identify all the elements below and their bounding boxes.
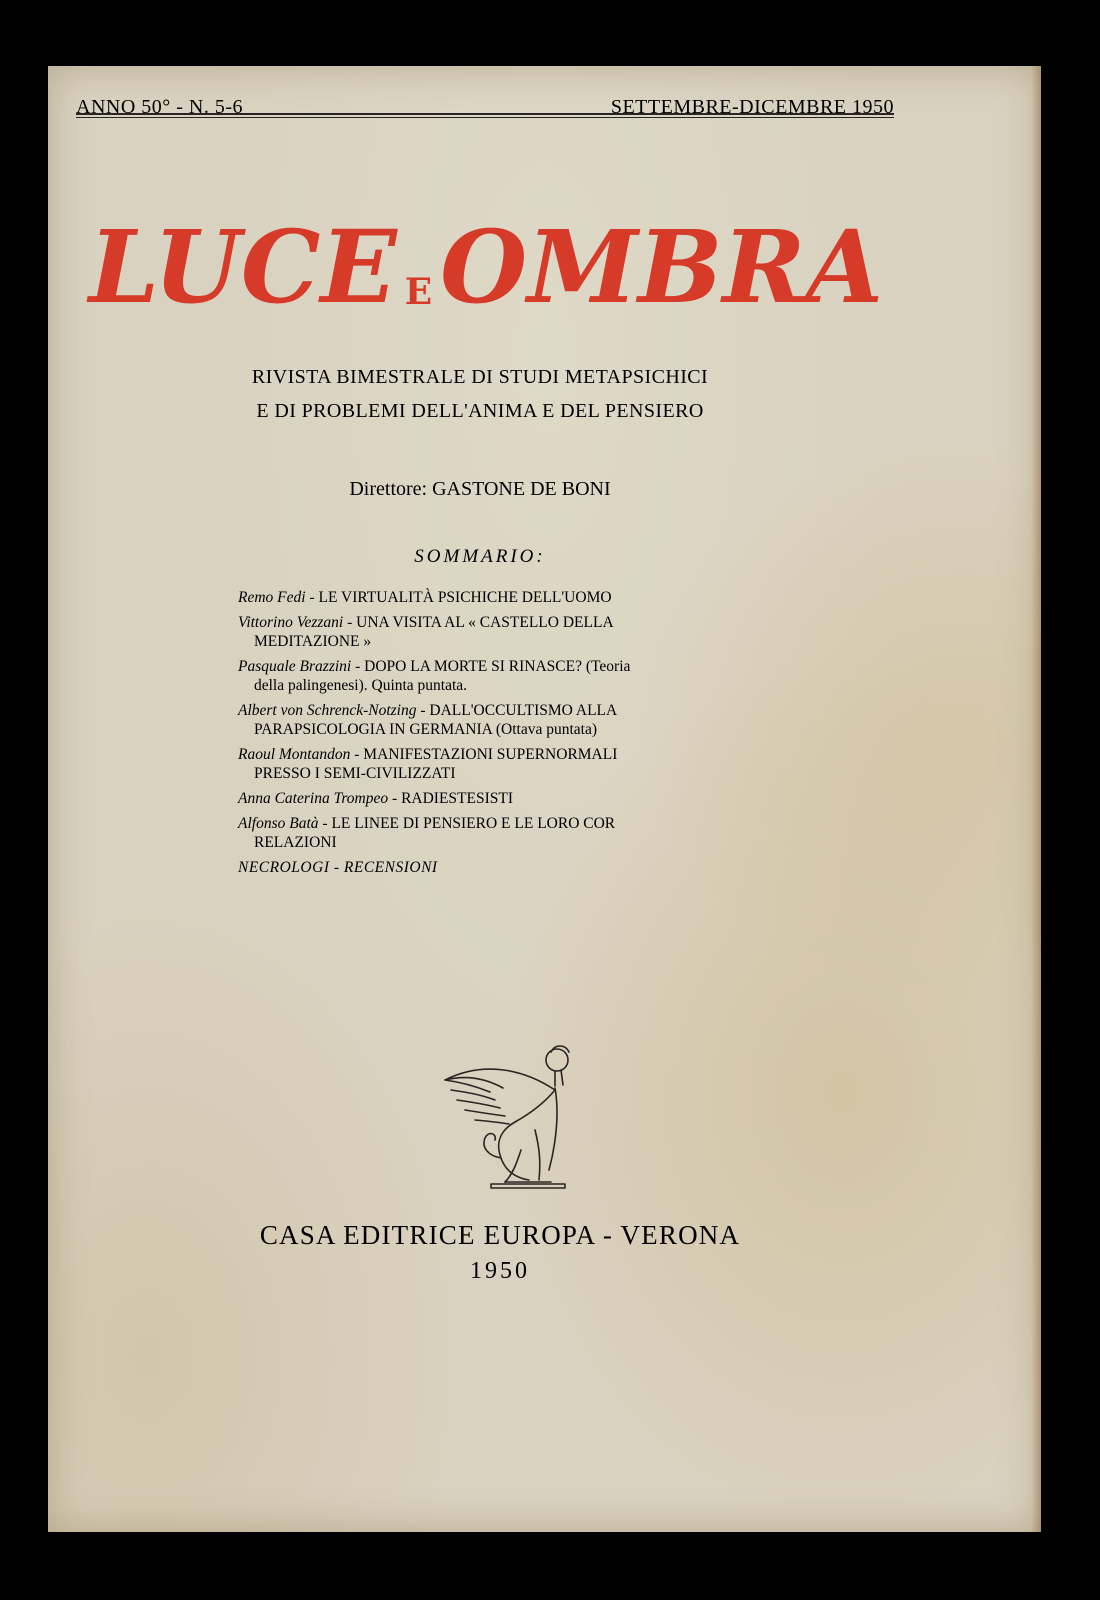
toc-title: UNA VISITA AL « CASTELLO DELLA bbox=[356, 614, 614, 631]
title-conjunction: E bbox=[404, 271, 433, 313]
spine-edge bbox=[1031, 66, 1041, 1532]
toc-item: Remo Fedi - LE VIRTUALITÀ PSICHICHE DELL'UOMO bbox=[238, 589, 612, 606]
toc-title: DALL'OCCULTISMO ALLA bbox=[429, 702, 618, 719]
toc-author: Remo Fedi bbox=[238, 589, 306, 606]
toc-title-continuation: della palingenesi). Quinta puntata. bbox=[254, 677, 468, 694]
header-rule bbox=[76, 113, 894, 118]
director-line bbox=[150, 478, 810, 501]
director-label: Direttore: bbox=[349, 478, 428, 500]
toc-author: Alfonso Batà bbox=[238, 815, 319, 832]
toc-item: Raoul Montandon - MANIFESTAZIONI SUPERNORMALI PRESSO I SEMI-CIVILIZZATI bbox=[238, 745, 738, 783]
toc-item bbox=[238, 858, 738, 877]
subtitle-line-2: E DI PROBLEMI DELL'ANIMA E DEL PENSIERO bbox=[256, 400, 704, 422]
publication-year: 1950 bbox=[470, 1258, 530, 1284]
toc-author: Pasquale Brazzini bbox=[238, 658, 352, 675]
toc-author: Vittorino Vezzani bbox=[238, 614, 344, 631]
publisher-name: CASA EDITRICE EUROPA - VERONA bbox=[259, 1220, 741, 1250]
toc-author: Albert von Schrenck-Notzing bbox=[238, 702, 417, 719]
toc-title: RADIESTESISTI bbox=[401, 790, 514, 807]
winged-sphinx-icon bbox=[405, 1030, 585, 1200]
issue-header bbox=[76, 96, 894, 126]
toc-title-continuation: PARAPSICOLOGIA IN GERMANIA (Ottava puntata) bbox=[254, 721, 597, 738]
title-word-luce: LUCE bbox=[88, 208, 397, 326]
issue-date: SETTEMBRE-DICEMBRE 1950 bbox=[610, 96, 894, 118]
magazine-subtitle bbox=[120, 360, 840, 428]
toc-title: LE VIRTUALITÀ PSICHICHE DELL'UOMO bbox=[318, 589, 612, 606]
toc-sections: NECROLOGI - RECENSIONI bbox=[238, 859, 438, 876]
toc-title-continuation: RELAZIONI bbox=[254, 834, 337, 851]
toc-title-continuation: PRESSO I SEMI-CIVILIZZATI bbox=[254, 765, 456, 782]
issue-number: ANNO 50° - N. 5-6 bbox=[76, 96, 244, 118]
toc-title-continuation: MEDITAZIONE » bbox=[254, 633, 372, 650]
toc-title: MANIFESTAZIONI SUPERNORMALI bbox=[363, 746, 618, 763]
toc-item: Anna Caterina Trompeo - RADIESTESISTI bbox=[238, 790, 514, 807]
toc-item: Albert von Schrenck-Notzing - DALL'OCCULTISMO ALLA PARAPSICOLOGIA IN GERMANIA (Ottava puntata) bbox=[238, 701, 738, 739]
director-name: GASTONE DE BONI bbox=[432, 478, 611, 500]
toc-item: Vittorino Vezzani - UNA VISITA AL « CASTELLO DELLA MEDITAZIONE » bbox=[238, 613, 738, 651]
toc-item: Alfonso Batà - LE LINEE DI PENSIERO E LE LORO COR RELAZIONI bbox=[238, 814, 738, 852]
toc-title: DOPO LA MORTE SI RINASCE? (Teoria bbox=[364, 658, 631, 675]
magazine-title bbox=[56, 208, 916, 347]
toc-author: Anna Caterina Trompeo bbox=[238, 790, 389, 807]
toc-title: LE LINEE DI PENSIERO E LE LORO COR bbox=[331, 815, 616, 832]
title-word-ombra: OMBRA bbox=[440, 208, 884, 326]
table-of-contents bbox=[238, 588, 738, 883]
subtitle-line-1: RIVISTA BIMESTRALE DI STUDI METAPSICHICI bbox=[251, 366, 709, 388]
toc-author: Raoul Montandon bbox=[238, 746, 351, 763]
sommario-heading: SOMMARIO: bbox=[414, 546, 546, 567]
toc-item: Pasquale Brazzini - DOPO LA MORTE SI RINASCE? (Teoria della palingenesi). Quinta puntata. bbox=[238, 657, 738, 695]
